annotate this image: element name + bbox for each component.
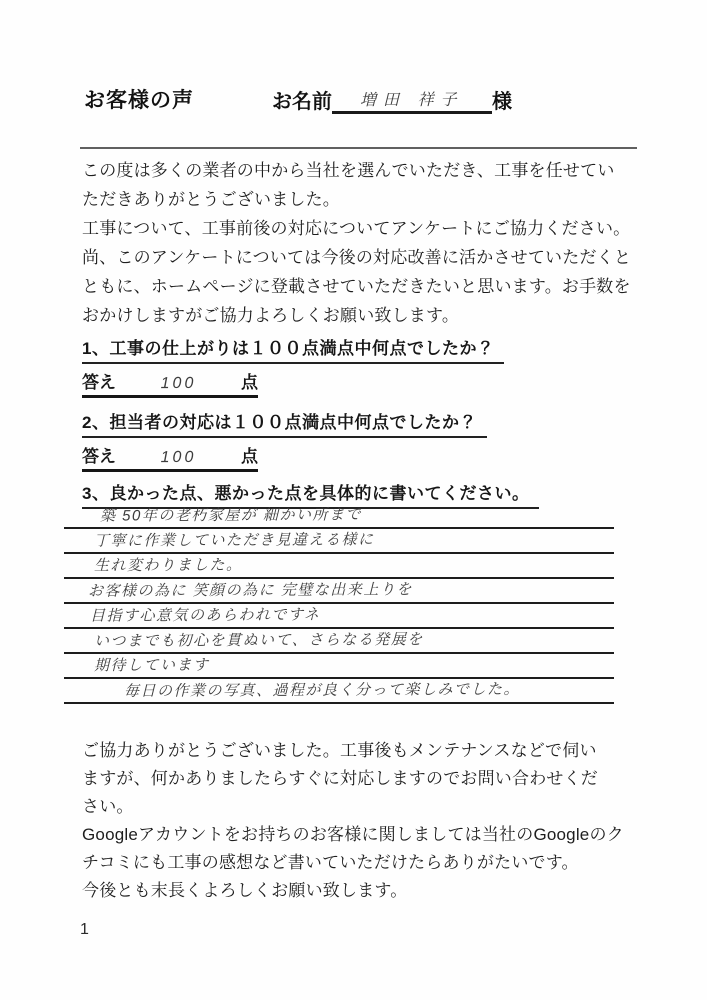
handwritten-answer-line bbox=[64, 629, 614, 654]
points-unit-label: 点 bbox=[241, 447, 258, 466]
answer-label: 答え bbox=[82, 373, 116, 392]
question-2 bbox=[82, 408, 487, 472]
question-2-score-handwritten: 100 bbox=[160, 448, 197, 467]
handwritten-answer-line bbox=[64, 579, 614, 604]
question-2-answer-row bbox=[82, 442, 258, 472]
customer-name-handwritten: 増田 祥子 bbox=[360, 91, 464, 110]
closing-line: チコミにも工事の感想など書いていただけたらありがたいです。 bbox=[82, 853, 579, 872]
question-1-label: 1、工事の仕上がりは１００点満点中何点でしたか？ bbox=[82, 334, 504, 364]
question-1 bbox=[82, 334, 504, 398]
handwritten-answer-line bbox=[64, 504, 614, 529]
intro-line: おかけしますがご協力よろしくお願い致します。 bbox=[82, 306, 460, 325]
handwritten-answer-line bbox=[64, 554, 614, 579]
intro-line: 工事について、工事前後の対応についてアンケートにご協力ください。 bbox=[82, 219, 631, 238]
handwritten-text: 築 50年の老朽家屋が 細かい所まで bbox=[99, 506, 363, 525]
name-field-group bbox=[272, 85, 512, 114]
divider-line bbox=[80, 147, 637, 149]
handwritten-text: 目指す心意気のあらわれですネ bbox=[89, 606, 321, 625]
question-2-label: 2、担当者の対応は１００点満点中何点でしたか？ bbox=[82, 408, 487, 438]
question-3-answer-area bbox=[64, 504, 614, 704]
closing-line: ますが、何かありましたらすぐに対応しますのでお問い合わせくだ bbox=[82, 769, 598, 788]
handwritten-text: 期待しています bbox=[93, 656, 210, 675]
name-label: お名前 bbox=[272, 91, 332, 113]
intro-line: ともに、ホームページに登載させていただきたいと思います。お手数を bbox=[82, 277, 631, 296]
question-3-label: 3、良かった点、悪かった点を具体的に書いてください。 bbox=[82, 479, 539, 509]
page-title: お客様の声 bbox=[84, 89, 194, 112]
name-underline bbox=[332, 87, 492, 114]
intro-line: ただきありがとうございました。 bbox=[82, 190, 340, 209]
question-1-answer-row bbox=[82, 368, 258, 398]
closing-line: 今後とも末長くよろしくお願い致します。 bbox=[82, 881, 408, 900]
handwritten-answer-line bbox=[64, 654, 614, 679]
intro-section bbox=[82, 156, 652, 330]
form-header bbox=[84, 84, 512, 114]
answer-label: 答え bbox=[82, 447, 116, 466]
closing-line: ご協力ありがとうございました。工事後もメンテナンスなどで伺い bbox=[82, 741, 597, 760]
closing-section bbox=[82, 737, 657, 905]
page-number: 1 bbox=[80, 921, 89, 938]
handwritten-text: お客様の為に 笑顔の為に 完璧な出来上りを bbox=[87, 581, 413, 600]
handwritten-answer-line bbox=[64, 604, 614, 629]
handwritten-text: いつまでも初心を貫ぬいて、さらなる発展を bbox=[93, 631, 424, 650]
intro-line: 尚、このアンケートについては今後の対応改善に活かさせていただくと bbox=[82, 248, 632, 267]
handwritten-text: 丁寧に作業していただき見違える様に bbox=[93, 531, 375, 550]
honorific-label: 様 bbox=[492, 91, 512, 113]
intro-line: この度は多くの業者の中から当社を選んでいただき、工事を任せてい bbox=[82, 161, 615, 180]
closing-line: さい。 bbox=[82, 797, 134, 816]
handwritten-answer-line bbox=[64, 529, 614, 554]
handwritten-text: 毎日の作業の写真、過程が良く分って楽しみでした。 bbox=[123, 680, 521, 700]
points-unit-label: 点 bbox=[241, 373, 258, 392]
question-1-score-handwritten: 100 bbox=[160, 374, 197, 393]
closing-line: Googleアカウントをお持ちのお客様に関しましては当社のGoogleのク bbox=[82, 825, 624, 844]
handwritten-answer-line bbox=[64, 679, 614, 704]
handwritten-text: 生れ変わりました。 bbox=[93, 556, 243, 575]
